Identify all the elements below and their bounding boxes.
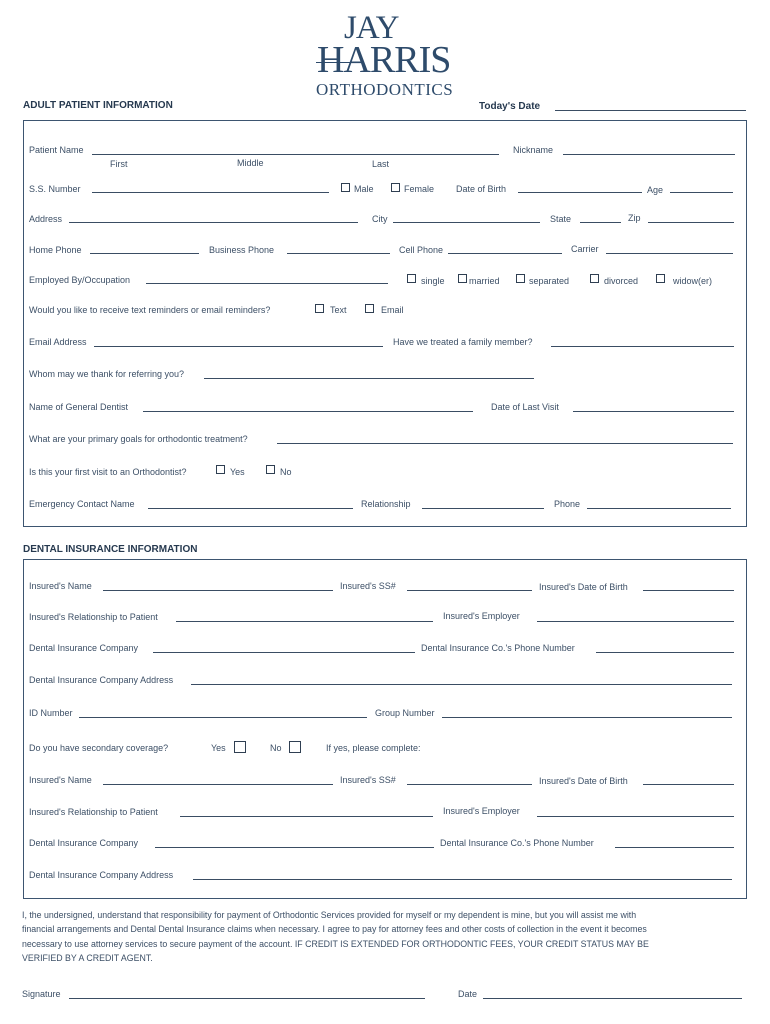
secondary-yes-label: Yes (211, 743, 226, 753)
home-phone-field[interactable] (90, 253, 199, 254)
reminders-label: Would you like to receive text reminders or email reminders? (29, 305, 271, 315)
secondary-insured-dob-label: Insured's Date of Birth (539, 776, 628, 786)
secondary-insured-ss-field[interactable] (407, 784, 532, 785)
emergency-contact-field[interactable] (148, 508, 353, 509)
male-checkbox[interactable] (341, 183, 350, 192)
insurance-phone-label: Dental Insurance Co.'s Phone Number (421, 643, 575, 653)
dentist-field[interactable] (143, 411, 473, 412)
ss-number-label: S.S. Number (29, 184, 81, 194)
secondary-phone-label: Dental Insurance Co.'s Phone Number (440, 838, 594, 848)
secondary-relationship-field[interactable] (180, 816, 433, 817)
patient-info-box (23, 120, 747, 527)
emergency-phone-label: Phone (554, 499, 581, 509)
insured-ss-label: Insured's SS# (340, 581, 396, 591)
group-number-field[interactable] (442, 717, 732, 718)
first-name-caption: First (110, 159, 128, 169)
state-label: State (550, 214, 572, 224)
dob-label: Date of Birth (456, 184, 507, 194)
insured-name-label: Insured's Name (29, 581, 92, 591)
married-checkbox[interactable] (458, 274, 467, 283)
insurance-address-label: Dental Insurance Company Address (29, 675, 174, 685)
home-phone-label: Home Phone (29, 245, 82, 255)
city-label: City (372, 214, 388, 224)
insured-dob-label: Insured's Date of Birth (539, 582, 628, 592)
email-address-field[interactable] (94, 346, 383, 347)
ss-number-field[interactable] (92, 192, 329, 193)
secondary-address-field[interactable] (193, 879, 732, 880)
section-title-patient: ADULT PATIENT INFORMATION (23, 100, 173, 111)
disclaimer-line: VERIFIED BY A CREDIT AGENT. (22, 952, 153, 963)
divorced-checkbox[interactable] (590, 274, 599, 283)
secondary-insured-ss-label: Insured's SS# (340, 775, 396, 785)
patient-name-field[interactable] (92, 154, 499, 155)
single-label: single (421, 276, 445, 286)
first-visit-yes-checkbox[interactable] (216, 465, 225, 474)
middle-name-caption: Middle (237, 158, 264, 168)
secondary-insured-name-label: Insured's Name (29, 775, 92, 785)
insurance-address-field[interactable] (191, 684, 732, 685)
nickname-label: Nickname (513, 145, 554, 155)
nickname-field[interactable] (563, 154, 735, 155)
last-name-caption: Last (372, 159, 390, 169)
secondary-coverage-label: Do you have secondary coverage? (29, 743, 169, 753)
business-phone-field[interactable] (287, 253, 390, 254)
employed-label: Employed By/Occupation (29, 275, 131, 285)
goals-field[interactable] (277, 443, 733, 444)
signature-field[interactable] (69, 998, 425, 999)
carrier-field[interactable] (606, 253, 733, 254)
logo-rule (316, 62, 354, 63)
separated-label: separated (529, 276, 570, 286)
patient-name-label: Patient Name (29, 145, 84, 155)
address-label: Address (29, 214, 63, 224)
signature-date-field[interactable] (483, 998, 742, 999)
signature-date-label: Date (458, 989, 478, 999)
section-title-insurance: DENTAL INSURANCE INFORMATION (23, 544, 198, 555)
group-number-label: Group Number (375, 708, 435, 718)
cell-phone-field[interactable] (448, 253, 562, 254)
single-checkbox[interactable] (407, 274, 416, 283)
email-address-label: Email Address (29, 337, 87, 347)
first-visit-no-checkbox[interactable] (266, 465, 275, 474)
insured-name-field[interactable] (103, 590, 333, 591)
business-phone-label: Business Phone (209, 245, 275, 255)
city-field[interactable] (393, 222, 540, 223)
todays-date-field[interactable] (555, 110, 746, 111)
male-label: Male (354, 184, 374, 194)
treated-family-field[interactable] (551, 346, 734, 347)
id-number-field[interactable] (79, 717, 367, 718)
female-checkbox[interactable] (391, 183, 400, 192)
emergency-contact-label: Emergency Contact Name (29, 499, 135, 509)
secondary-no-checkbox[interactable] (289, 741, 301, 753)
first-visit-label: Is this your first visit to an Orthodontist? (29, 467, 187, 477)
id-number-label: ID Number (29, 708, 73, 718)
female-label: Female (404, 184, 435, 194)
last-visit-label: Date of Last Visit (491, 402, 559, 412)
disclaimer-line: financial arrangements and Dental Dental Insurance claims when necessary. I agree to pay for attorney fees and other costs of collection in the event it becomes (22, 924, 647, 935)
insured-relationship-field[interactable] (176, 621, 433, 622)
insurance-company-label: Dental Insurance Company (29, 643, 139, 653)
first-visit-no-label: No (280, 467, 292, 477)
age-label: Age (647, 185, 664, 195)
insured-dob-field[interactable] (643, 590, 734, 591)
referral-field[interactable] (204, 378, 534, 379)
secondary-company-label: Dental Insurance Company (29, 838, 139, 848)
text-reminder-label: Text (330, 305, 347, 315)
secondary-relationship-label: Insured's Relationship to Patient (29, 807, 158, 817)
text-reminder-checkbox[interactable] (315, 304, 324, 313)
referral-label: Whom may we thank for referring you? (29, 369, 185, 379)
secondary-no-label: No (270, 743, 282, 753)
insured-employer-label: Insured's Employer (443, 611, 520, 621)
if-yes-label: If yes, please complete: (326, 743, 421, 753)
signature-label: Signature (22, 989, 61, 999)
zip-label: Zip (628, 213, 641, 223)
state-field[interactable] (580, 222, 621, 223)
disclaimer-line: I, the undersigned, understand that responsibility for payment of Orthodontic Services provided for myself or my dependent is mine, but you will assist me with (22, 910, 637, 920)
address-field[interactable] (69, 222, 358, 223)
carrier-label: Carrier (571, 244, 599, 254)
zip-field[interactable] (648, 222, 734, 223)
secondary-company-field[interactable] (155, 847, 434, 848)
secondary-employer-field[interactable] (537, 816, 734, 817)
secondary-phone-field[interactable] (615, 847, 734, 848)
insurance-company-field[interactable] (153, 652, 415, 653)
age-field[interactable] (670, 192, 733, 193)
cell-phone-label: Cell Phone (399, 245, 444, 255)
email-reminder-label: Email (381, 305, 404, 315)
logo-line-harris: HARRIS (317, 39, 451, 81)
relationship-label: Relationship (361, 499, 411, 509)
separated-checkbox[interactable] (516, 274, 525, 283)
insured-employer-field[interactable] (537, 621, 734, 622)
todays-date-label: Today's Date (479, 101, 541, 112)
widow-label: widow(er) (673, 276, 713, 286)
financial-disclaimer (22, 908, 750, 965)
goals-label: What are your primary goals for orthodontic treatment? (29, 434, 248, 444)
dob-field[interactable] (518, 192, 642, 193)
secondary-employer-label: Insured's Employer (443, 806, 520, 816)
email-reminder-checkbox[interactable] (365, 304, 374, 313)
divorced-label: divorced (604, 276, 639, 286)
insured-relationship-label: Insured's Relationship to Patient (29, 612, 158, 622)
employed-field[interactable] (146, 283, 388, 284)
insurance-info-box (23, 559, 747, 899)
widow-checkbox[interactable] (656, 274, 665, 283)
relationship-field[interactable] (422, 508, 544, 509)
first-visit-yes-label: Yes (230, 467, 245, 477)
secondary-address-label: Dental Insurance Company Address (29, 870, 174, 880)
secondary-yes-checkbox[interactable] (234, 741, 246, 753)
insurance-phone-field[interactable] (596, 652, 734, 653)
disclaimer-line: necessary to use attorney services to secure payment of the account. IF CREDIT IS EXTENDED FOR ORTHODONTIC FEES, YOUR CREDIT STATUS MAY BE (22, 938, 649, 949)
insured-ss-field[interactable] (407, 590, 532, 591)
emergency-phone-field[interactable] (587, 508, 731, 509)
logo-line-jay: JAY (344, 10, 399, 46)
married-label: married (469, 276, 500, 286)
secondary-insured-name-field[interactable] (103, 784, 333, 785)
secondary-insured-dob-field[interactable] (643, 784, 734, 785)
last-visit-field[interactable] (573, 411, 734, 412)
logo-line-orthodontics: ORTHODONTICS (316, 80, 454, 99)
treated-family-label: Have we treated a family member? (393, 337, 533, 347)
dentist-label: Name of General Dentist (29, 402, 129, 412)
